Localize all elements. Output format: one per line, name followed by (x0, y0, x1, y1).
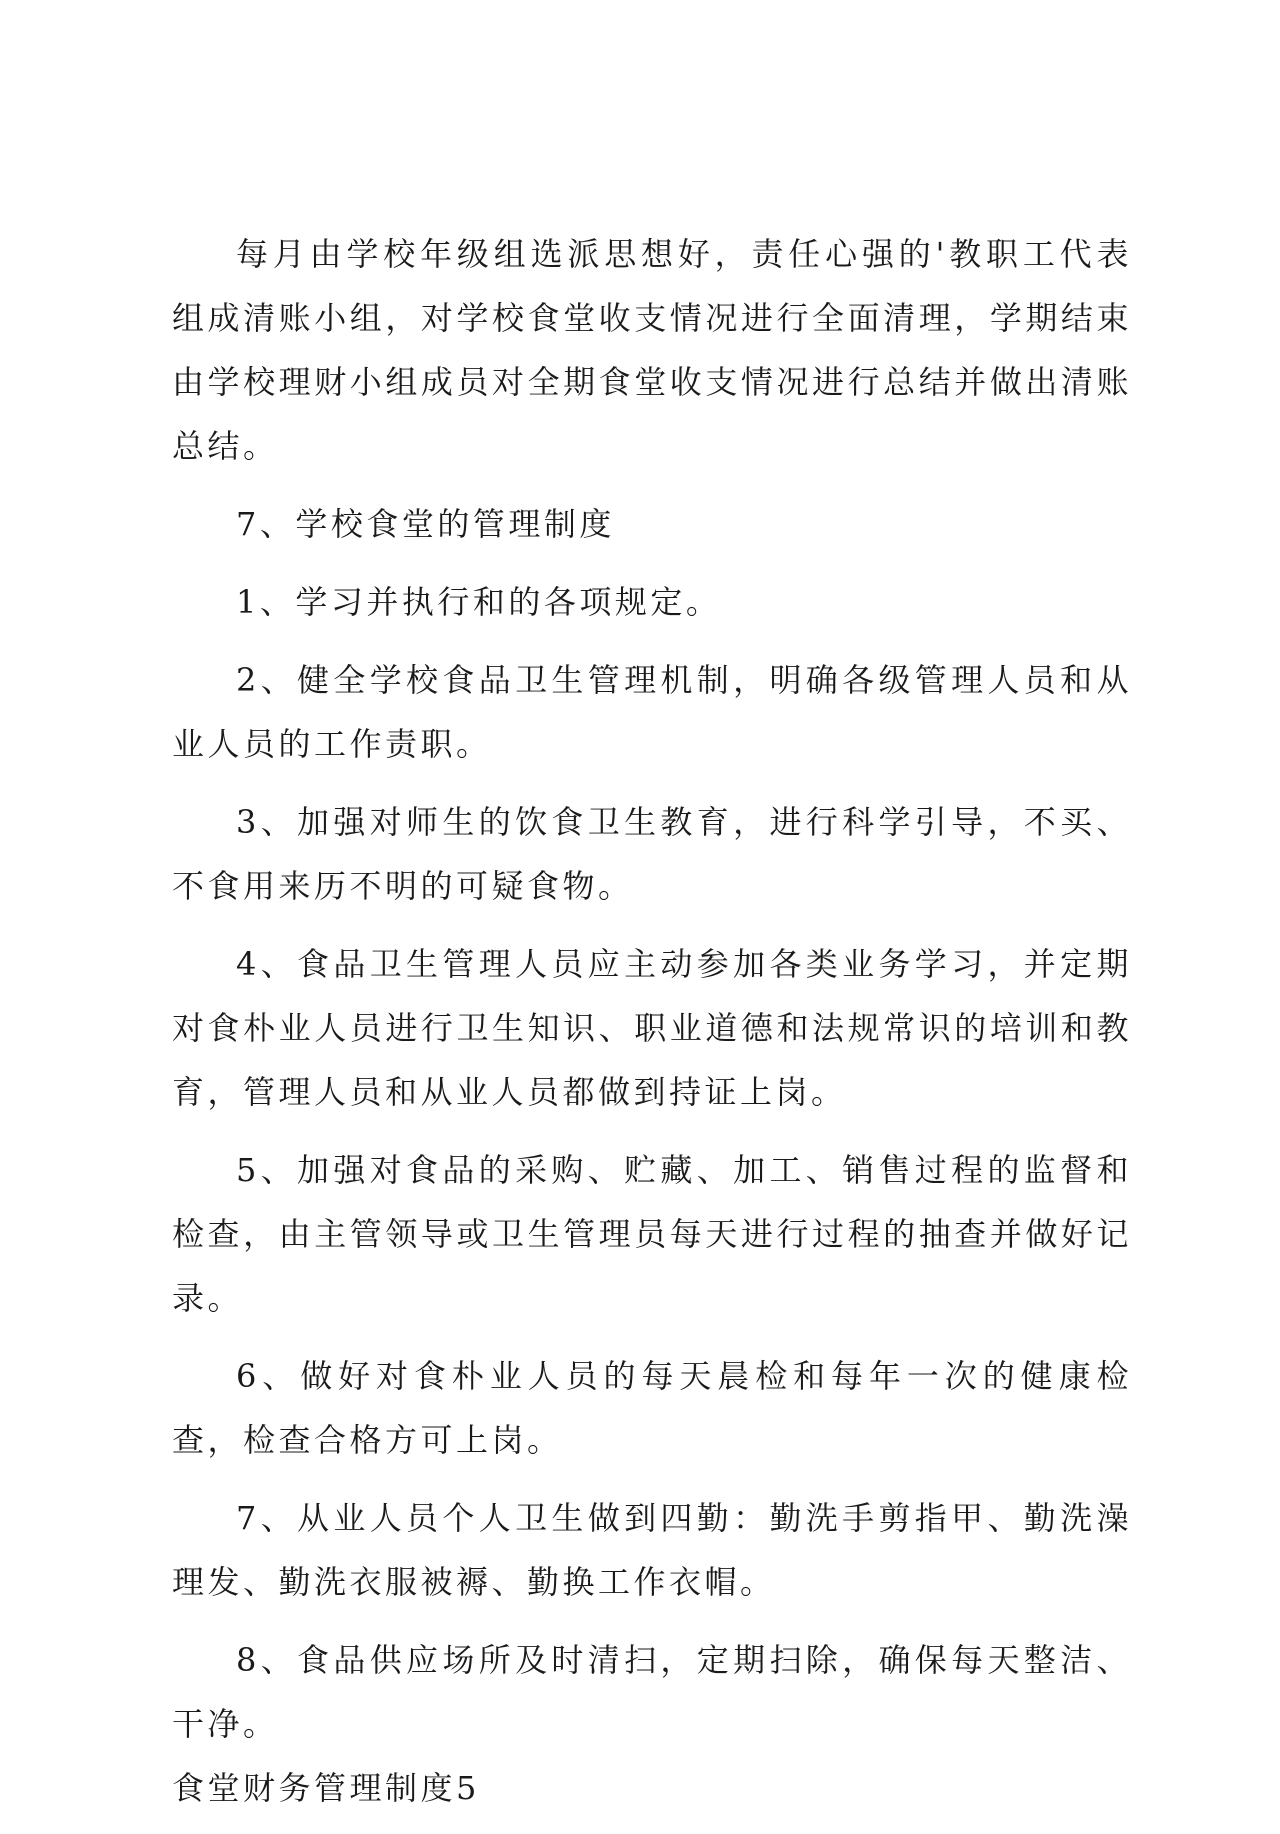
rule-item-8: 8、食品供应场所及时清扫，定期扫除，确保每天整洁、干净。 (172, 1641, 1132, 1743)
rule-item-7: 7、从业人员个人卫生做到四勤：勤洗手剪指甲、勤洗澡理发、勤洗衣服被褥、勤换工作衣帽。 (172, 1499, 1132, 1601)
rule-item-4: 4、食品卫生管理人员应主动参加各类业务学习，并定期对食朴业人员进行卫生知识、职业道德和法规常识的培训和教育，管理人员和从业人员都做到持证上岗。 (172, 945, 1132, 1111)
rule-item-2: 2、健全学校食品卫生管理机制，明确各级管理人员和从业人员的工作责职。 (172, 661, 1132, 763)
rule-item-6: 6、做好对食朴业人员的每天晨检和每年一次的健康检查，检查合格方可上岗。 (172, 1357, 1132, 1459)
rule-item-1: 1、学习并执行和的各项规定。 (236, 583, 722, 621)
rule-item-5: 5、加强对食品的采购、贮藏、加工、销售过程的监督和检查，由主管领导或卫生管理员每天进行过程的抽查并做好记录。 (172, 1151, 1132, 1317)
document-body (172, 222, 1132, 1834)
footer-heading: 食堂财务管理制度5 (172, 1769, 480, 1807)
section-heading-canteen-management: 7、学校食堂的管理制度 (236, 505, 615, 543)
rule-item-3: 3、加强对师生的饮食卫生教育，进行科学引导，不买、不食用来历不明的可疑食物。 (172, 803, 1132, 905)
paragraph-audit-group: 每月由学校年级组选派思想好，责任心强的'教职工代表组成清账小组，对学校食堂收支情况进行全面清理，学期结束由学校理财小组成员对全期食堂收支情况进行总结并做出清账总结。 (172, 235, 1132, 465)
